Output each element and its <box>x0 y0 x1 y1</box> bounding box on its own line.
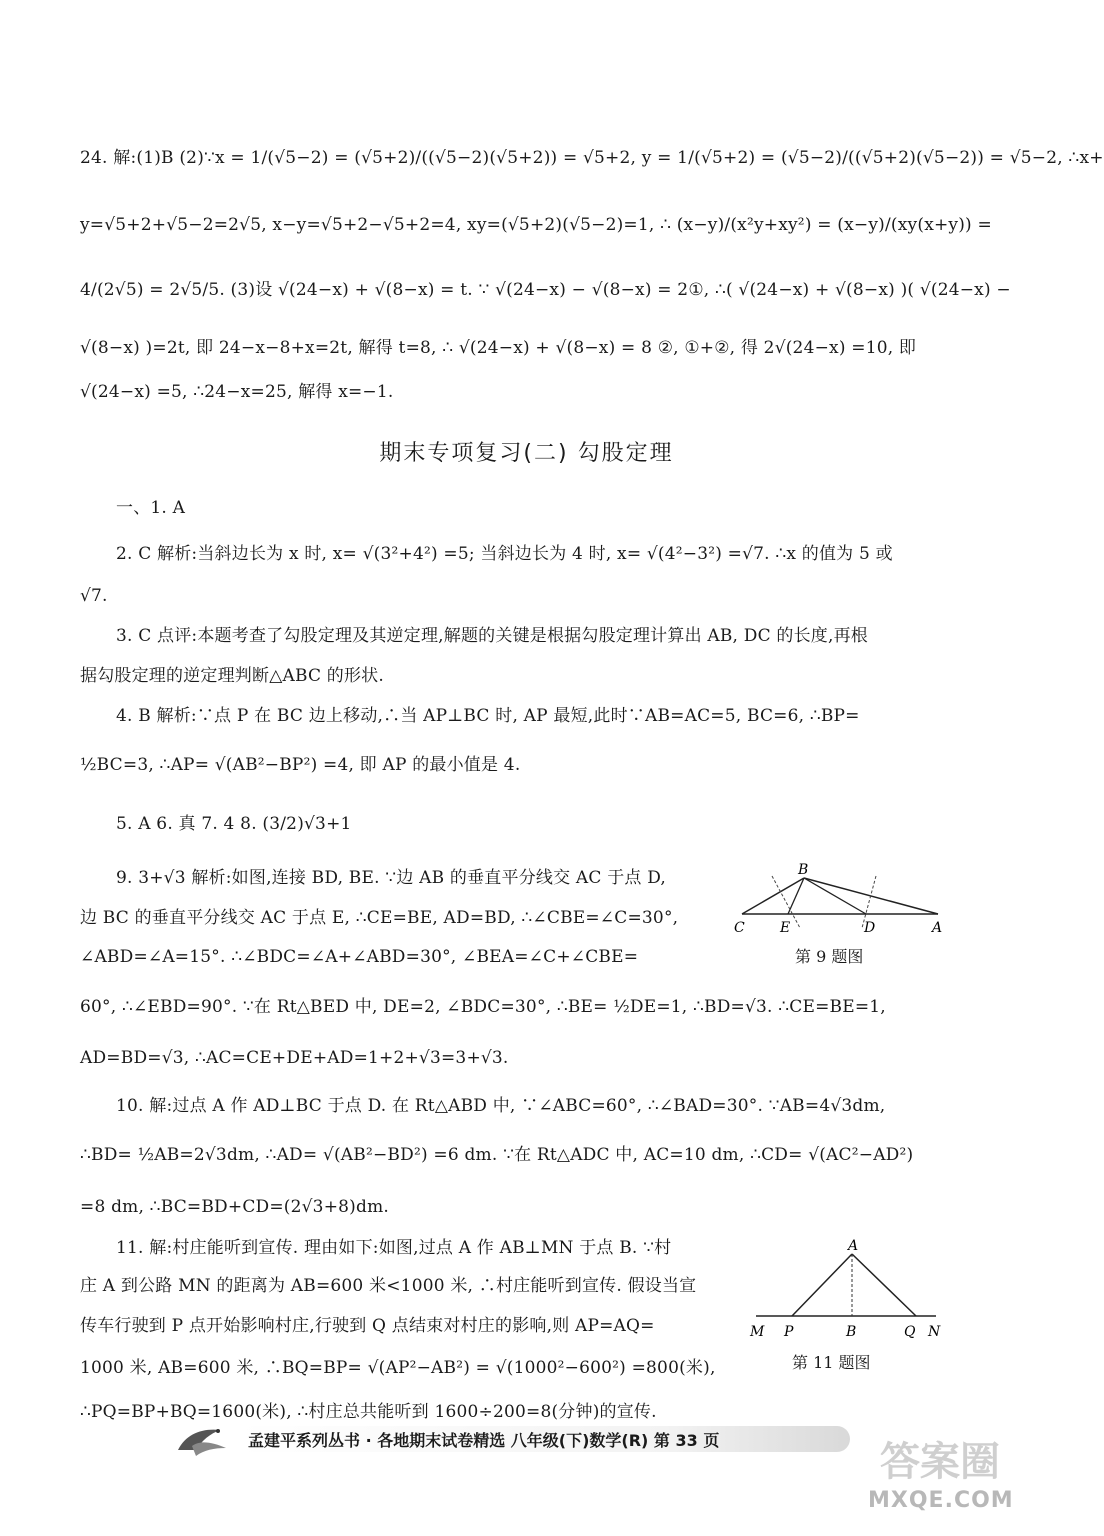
answer-3-line-1: 3. C 点评:本题考查了勾股定理及其逆定理,解题的关键是根据勾股定理计算出 AB, DC 的长度,再根 <box>116 626 868 646</box>
fig9-line-CB <box>742 878 804 914</box>
fig11-label-N: N <box>928 1324 941 1340</box>
fig9-label-A: A <box>932 920 943 936</box>
answer-2-line-1: 2. C 解析:当斜边长为 x 时, x= √(3²+4²) =5; 当斜边长为 4 时, x= √(4²−3²) =√7. ∴x 的值为 5 或 <box>116 544 893 564</box>
answer-10-line-1: 10. 解:过点 A 作 AD⊥BC 于点 D. 在 Rt△ABD 中, ∵∠ABC=60°, ∴∠BAD=30°. ∵AB=4√3dm, <box>116 1096 886 1116</box>
fig9-label-B: B <box>798 862 809 878</box>
answer-11-line-1: 11. 解:村庄能听到宣传. 理由如下:如图,过点 A 作 AB⊥MN 于点 B. ∵村 <box>116 1238 672 1258</box>
figure-9-diagram <box>732 858 952 938</box>
answer-24-line-1: 24. 解:(1)B (2)∵x = 1/(√5−2) = (√5+2)/((√5−2)(√5+2)) = √5+2, y = 1/(√5+2) = (√5−2)/((√5+2)(√5−2)) = √5−2, ∴x+ <box>80 148 1104 168</box>
fig9-label-C: C <box>734 920 745 936</box>
fig11-label-B: B <box>846 1324 857 1340</box>
answer-9-line-5: AD=BD=√3, ∴AC=CE+DE+AD=1+2+√3=3+√3. <box>80 1048 509 1068</box>
figure-9-caption: 第 9 题图 <box>795 947 864 966</box>
answer-24-line-2: y=√5+2+√5−2=2√5, x−y=√5+2−√5+2=4, xy=(√5+2)(√5−2)=1, ∴ (x−y)/(x²y+xy²) = (x−y)/(xy(x+y)) = <box>80 215 992 235</box>
bird-logo-icon <box>172 1420 232 1460</box>
answer-5-8: 5. A 6. 真 7. 4 8. (3/2)√3+1 <box>116 814 352 834</box>
answer-24-line-3: 4/(2√5) = 2√5/5. (3)设 √(24−x) + √(8−x) = t. ∵ √(24−x) − √(8−x) = 2①, ∴( √(24−x) + √(8−x) )( √(24−x) − <box>80 280 1011 300</box>
fig11-line-AQ <box>852 1254 916 1316</box>
fig11-label-P: P <box>784 1324 794 1340</box>
answer-24-line-4: √(8−x) )=2t, 即 24−x−8+x=2t, 解得 t=8, ∴ √(24−x) + √(8−x) = 8 ②, ①+②, 得 2√(24−x) =10, 即 <box>80 338 917 358</box>
footer-text: 孟建平系列丛书 · 各地期末试卷精选 八年级(下)数学(R) 第 33 页 <box>248 1431 720 1450</box>
fig9-label-E: E <box>780 920 791 936</box>
answer-11-line-2: 庄 A 到公路 MN 的距离为 AB=600 米<1000 米, ∴村庄能听到宣传. 假设当宣 <box>80 1276 697 1296</box>
answer-4-line-1: 4. B 解析:∵点 P 在 BC 边上移动,∴当 AP⊥BC 时, AP 最短,此时∵AB=AC=5, BC=6, ∴BP= <box>116 706 860 726</box>
answer-11-line-3: 传车行驶到 P 点开始影响村庄,行驶到 Q 点结束对村庄的影响,则 AP=AQ= <box>80 1316 655 1336</box>
section-title: 期末专项复习(二) 勾股定理 <box>379 441 674 466</box>
answer-9-line-2: 边 BC 的垂直平分线交 AC 于点 E, ∴CE=BE, AD=BD, ∴∠CBE=∠C=30°, <box>80 908 679 928</box>
figure-11-caption: 第 11 题图 <box>792 1353 871 1372</box>
fig11-label-M: M <box>750 1324 765 1340</box>
answer-4-line-2: ½BC=3, ∴AP= √(AB²−BP²) =4, 即 AP 的最小值是 4. <box>80 755 521 775</box>
answer-1: 一、1. A <box>116 498 186 518</box>
answer-9-line-4: 60°, ∴∠EBD=90°. ∵在 Rt△BED 中, DE=2, ∠BDC=30°, ∴BE= ½DE=1, ∴BD=√3. ∴CE=BE=1, <box>80 997 886 1017</box>
watermark-logo: 答案圈 <box>880 1438 1000 1485</box>
fig11-label-Q: Q <box>904 1324 916 1340</box>
answer-11-line-4: 1000 米, AB=600 米, ∴BQ=BP= √(AP²−AB²) = √(1000²−600²) =800(米), <box>80 1358 716 1378</box>
figure-11-diagram <box>748 1234 948 1346</box>
watermark-url: MXQE.COM <box>868 1488 1014 1513</box>
answer-9-line-1: 9. 3+√3 解析:如图,连接 BD, BE. ∵边 AB 的垂直平分线交 AC 于点 D, <box>116 868 667 888</box>
answer-10-line-3: =8 dm, ∴BC=BD+CD=(2√3+8)dm. <box>80 1197 389 1217</box>
answer-2-line-2: √7. <box>80 586 108 606</box>
answer-9-line-3: ∠ABD=∠A=15°. ∴∠BDC=∠A+∠ABD=30°, ∠BEA=∠C+∠CBE= <box>80 947 639 967</box>
fig9-line-BD <box>804 878 866 914</box>
fig9-label-D: D <box>864 920 876 936</box>
fig11-label-A: A <box>848 1238 859 1254</box>
fig11-line-AP <box>792 1254 852 1316</box>
answer-10-line-2: ∴BD= ½AB=2√3dm, ∴AD= √(AB²−BD²) =6 dm. ∵在 Rt△ADC 中, AC=10 dm, ∴CD= √(AC²−AD²) <box>80 1145 914 1165</box>
answer-3-line-2: 据勾股定理的逆定理判断△ABC 的形状. <box>80 666 384 686</box>
answer-11-line-5: ∴PQ=BP+BQ=1600(米), ∴村庄总共能听到 1600÷200=8(分钟)的宣传. <box>80 1402 657 1422</box>
answer-24-line-5: √(24−x) =5, ∴24−x=25, 解得 x=−1. <box>80 382 394 402</box>
